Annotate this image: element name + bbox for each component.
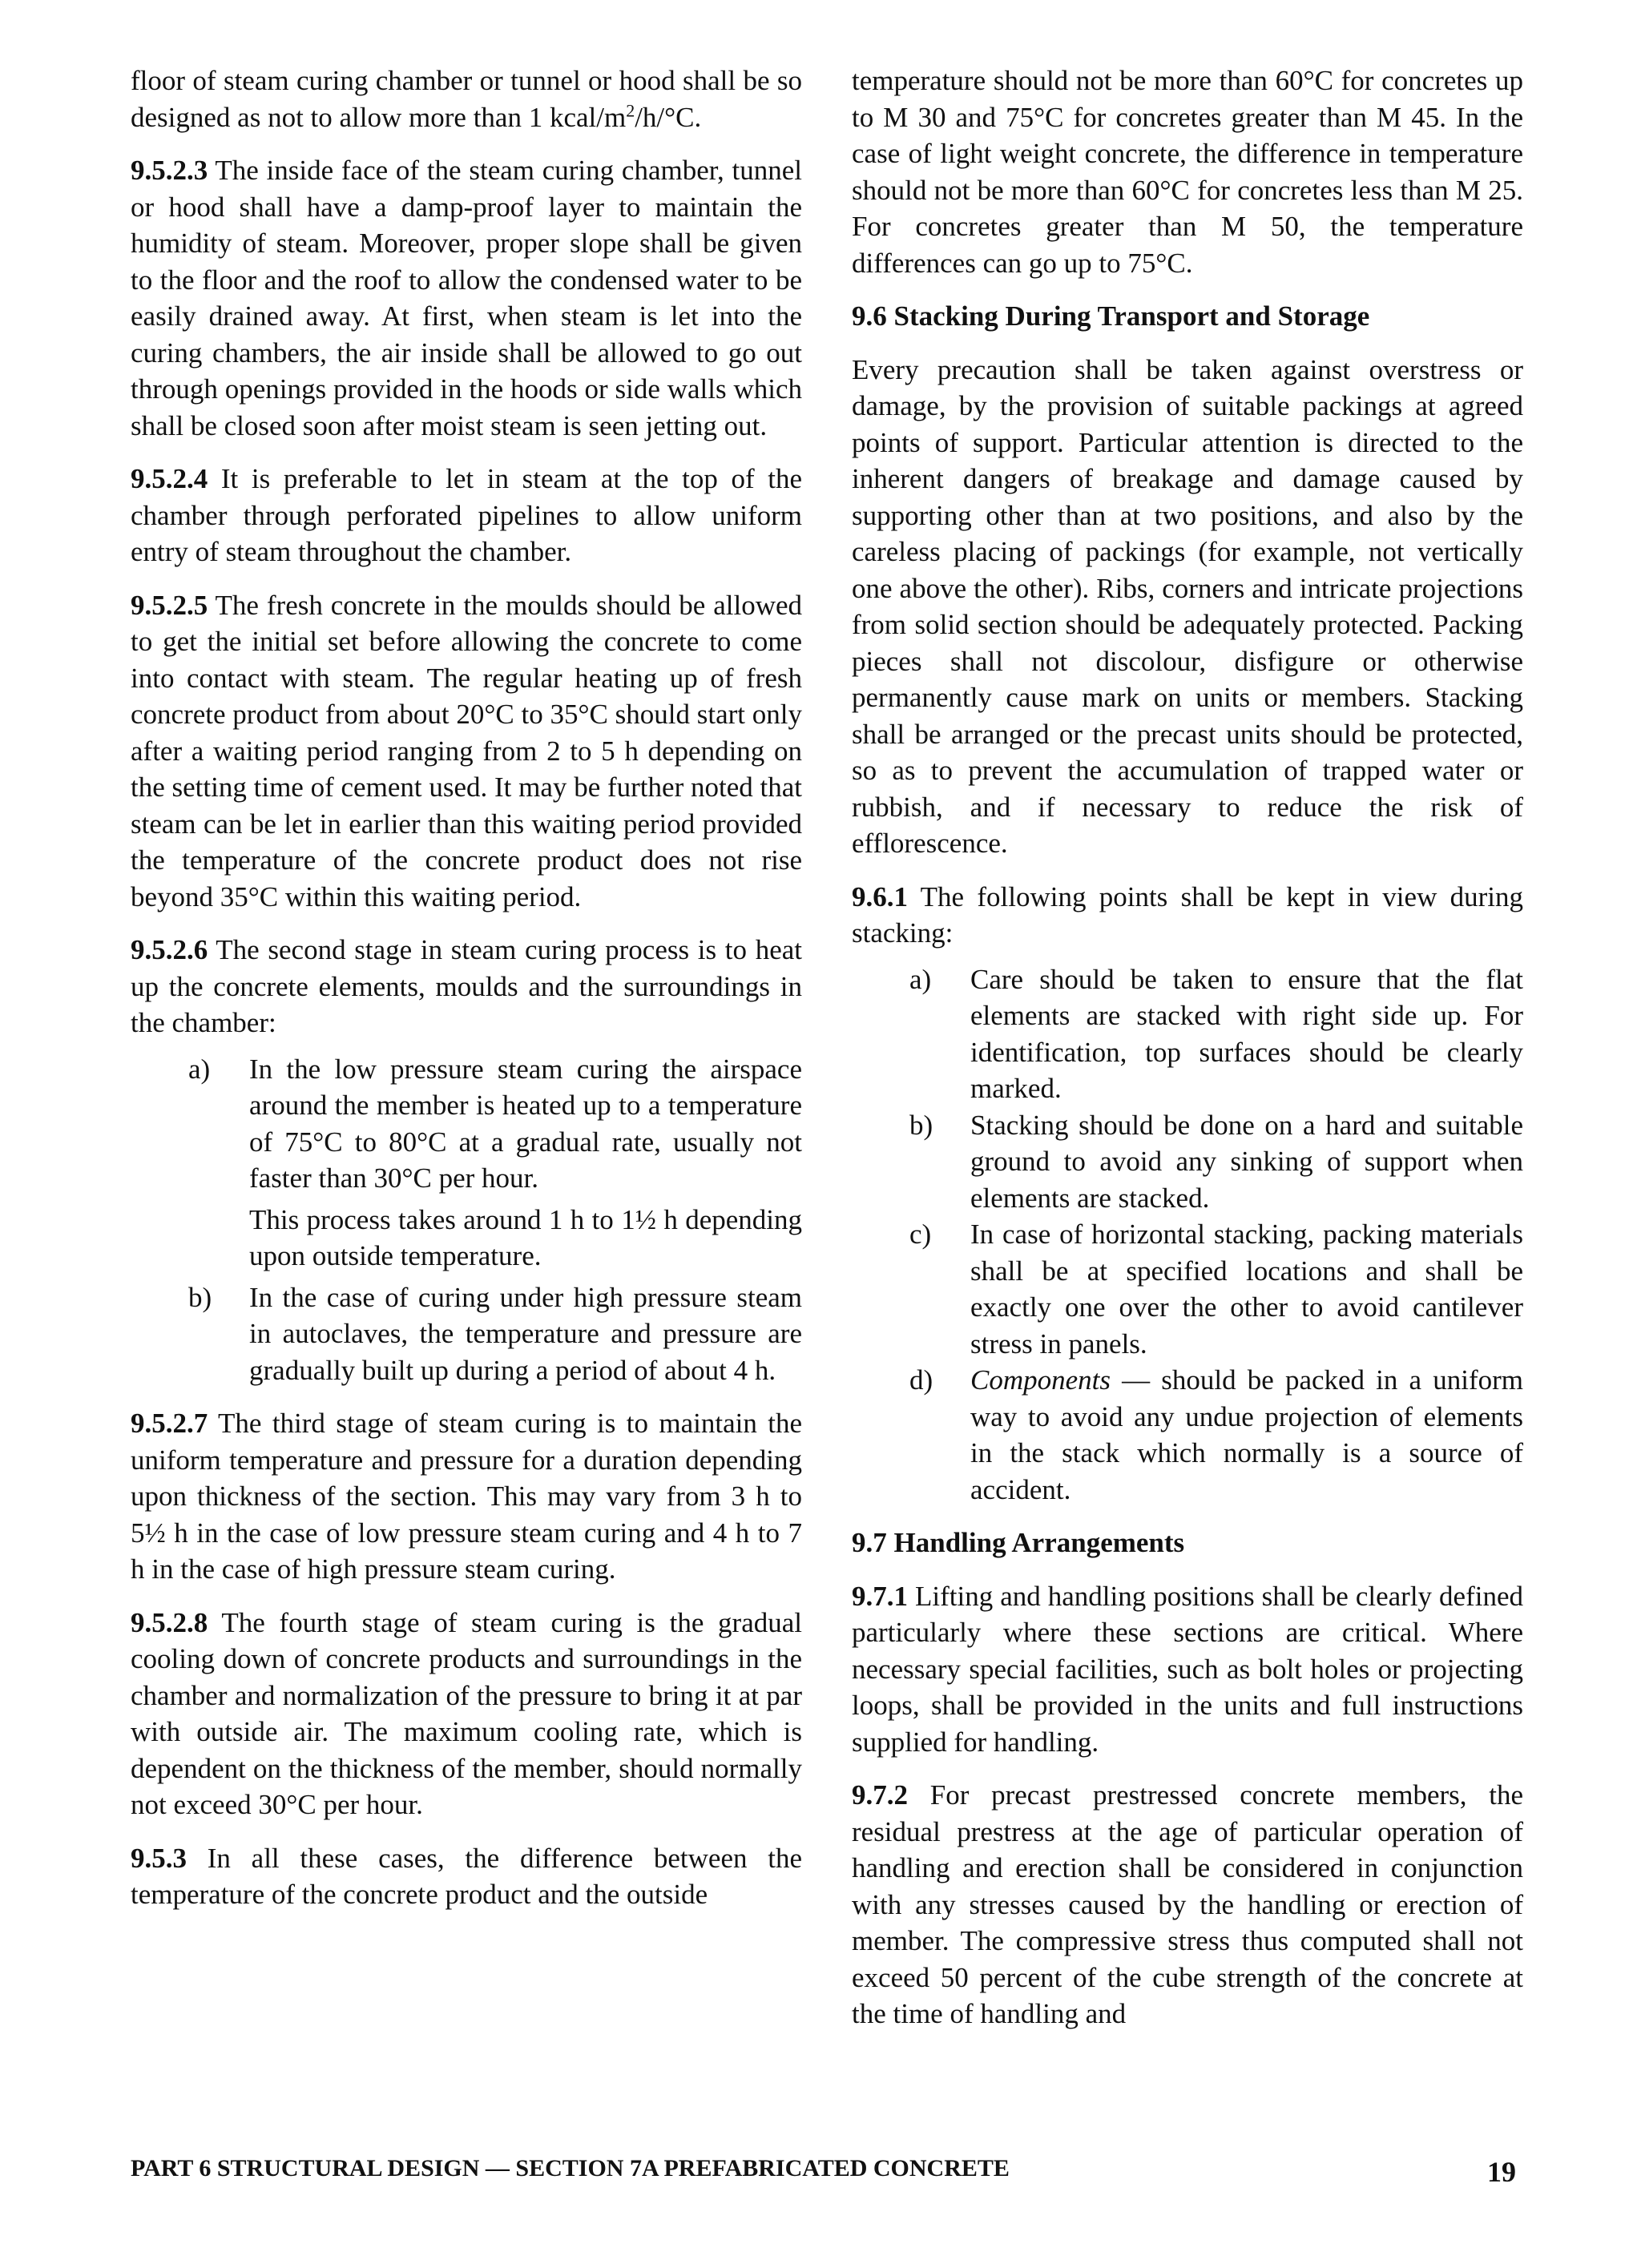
list-item — [909, 1107, 1523, 1217]
clause-text: In all these cases, the difference between the temperature of the concrete product and the outside — [131, 1842, 803, 1910]
superscript: 2 — [626, 99, 635, 120]
list-item — [188, 1279, 802, 1389]
section-heading-9-6: 9.6 Stacking During Transport and Storage — [852, 300, 1370, 332]
clause-9-6-1 — [852, 879, 1523, 952]
clause-number: 9.5.3 — [131, 1842, 187, 1874]
right-column — [852, 62, 1523, 2049]
clause-number: 9.7.2 — [852, 1779, 908, 1811]
list-item — [188, 1051, 802, 1197]
clause-text: The third stage of steam curing is to maintain the uniform temperature and pressure for a duration depending upon thickness of the section. This may vary from 3 h to 5½ h in the case of low pressure steam curing and 4 h to 7 h in the case of high pressure steam curing. — [131, 1408, 802, 1585]
text: floor of steam curing chamber or tunnel or hood shall be so designed as not to allow more than 1 kcal/m — [131, 65, 802, 133]
clause-text: Lifting and handling positions shall be clearly defined particularly where these sections are critical. Where necessary special facilities, such as bolt holes or projecting loops, shall be provided in the units and full instructions supplied for handling. — [852, 1580, 1524, 1758]
clause-9-5-2-6 — [131, 932, 802, 1041]
clause-number: 9.5.2.8 — [131, 1606, 208, 1638]
list-text: In the low pressure steam curing the airspace around the member is heated up to a temperature of 75°C to 80°C at a gradual rate, usually not faster than 30°C per hour. — [249, 1053, 802, 1194]
clause-text: For precast prestressed concrete members, the residual prestress at the age of particular operation of handling and erection shall be considered in conjunction with any stresses caused by the handling or erection of member. The compressive stress thus computed shall not exceed 50 percent of the cube strength of the concrete at the time of handling and — [852, 1779, 1524, 2029]
list-label: a) — [188, 1053, 211, 1085]
list-item — [909, 1362, 1523, 1508]
clause-number: 9.5.2.3 — [131, 155, 208, 186]
clause-9-5-2-4 — [131, 461, 802, 570]
list-text: In the case of curing under high pressure steam in autoclaves, the temperature and pressure are gradually built up during a period of about 4 h. — [249, 1281, 802, 1386]
clause-text: It is preferable to let in steam at the top of the chamber through perforated pipelines to allow uniform entry of steam throughout the chamber. — [131, 463, 802, 567]
continued-paragraph: temperature should not be more than 60°C for concretes up to M 30 and 75°C for concretes greater than M 45. In the case of light weight concrete, the difference in temperature should not be more than 60°C for concretes less than M 25. For concretes greater than M 50, the temperature differences can go up to 75°C. — [852, 65, 1523, 279]
left-column — [131, 62, 802, 1930]
page-footer — [131, 2155, 1516, 2189]
text: /h/°C. — [635, 101, 702, 133]
clause-number: 9.5.2.5 — [131, 589, 208, 621]
list-label: d) — [909, 1364, 933, 1396]
clause-9-7-1 — [852, 1578, 1523, 1761]
list-note: This process takes around 1 h to 1½ h depending upon outside temperature. — [249, 1203, 802, 1271]
list-label: b) — [909, 1109, 933, 1141]
text: — should be packed in a uniform way to avoid any undue projection of elements in the stack which normally is a source of accident. — [970, 1364, 1523, 1505]
list-item — [909, 1216, 1523, 1362]
clause-text: The fresh concrete in the moulds should be allowed to get the initial set before allowing the concrete to come into contact with steam. The regular heating up of fresh concrete product from about 20°C to 35°C should start only after a waiting period ranging from 2 to 5 h depending on the setting time of cement used. It may be further noted that steam can be let in earlier than this waiting period provided the temperature of the concrete product does not rise beyond 35°C within this waiting period. — [131, 589, 803, 912]
clause-number: 9.5.2.6 — [131, 934, 208, 965]
italic-term: Components — [970, 1364, 1111, 1396]
clause-number: 9.6.1 — [852, 880, 908, 912]
list-text: Care should be taken to ensure that the flat elements are stacked with right side up. For identification, top surfaces should be clearly marked. — [970, 963, 1523, 1104]
clause-9-5-3 — [131, 1840, 802, 1913]
clause-text: The second stage in steam curing process is to heat up the concrete elements, moulds and the surroundings in the chamber: — [131, 934, 802, 1038]
clause-9-5-2-7 — [131, 1405, 802, 1588]
clause-text: The following points shall be kept in view during stacking: — [852, 880, 1524, 949]
clause-9-7-2 — [852, 1777, 1523, 2032]
page-number: 19 — [1487, 2156, 1516, 2188]
list-label: c) — [909, 1219, 932, 1250]
list-item — [909, 961, 1523, 1107]
paragraph — [131, 62, 802, 135]
list-9-5-2-6 — [188, 1051, 802, 1389]
clause-9-5-2-5 — [131, 587, 802, 916]
list-text — [970, 1362, 1523, 1508]
paragraph-9-6: Every precaution shall be taken against overstress or damage, by the provision of suitable packings at agreed points of support. Particular attention is directed to the inherent dangers of breakage and damage caused by supporting other than at two positions, and also by the careless placing of packings (for example, not vertically one above the other). Ribs, corners and intricate projections from solid section should be adequately protected. Packing pieces shall not discolour, disfigure or otherwise permanently cause mark on units or members. Stacking shall be arranged or the precast units should be protected, so as to prevent the accumulation of trapped water or rubbish, and if necessary to reduce the risk of efflorescence. — [852, 353, 1523, 859]
clause-number: 9.7.1 — [852, 1580, 908, 1612]
clause-number: 9.5.2.4 — [131, 463, 208, 494]
clause-number: 9.5.2.7 — [131, 1408, 208, 1439]
clause-9-5-2-8 — [131, 1605, 802, 1823]
list-text: Stacking should be done on a hard and suitable ground to avoid any sinking of support when elements are stacked. — [970, 1109, 1523, 1214]
list-label: b) — [188, 1281, 212, 1313]
clause-text: The inside face of the steam curing chamber, tunnel or hood shall have a damp-proof layer to maintain the humidity of steam. Moreover, proper slope shall be given to the floor and the roof to allow the condensed water to be easily drained away. At first, when steam is let into the curing chambers, the air inside shall be allowed to go out through openings provided in the hoods or side walls which shall be closed soon after moist steam is seen jetting out. — [131, 155, 802, 441]
list-label: a) — [909, 963, 932, 995]
clause-text: The fourth stage of steam curing is the gradual cooling down of concrete products and surroundings in the chamber and normalization of the pressure to bring it at par with outside air. The maximum cooling rate, which is dependent on the thickness of the member, should normally not exceed 30°C per hour. — [131, 1606, 802, 1820]
footer-title: PART 6 STRUCTURAL DESIGN — SECTION 7A PREFABRICATED CONCRETE — [131, 2155, 1010, 2181]
list-9-6-1 — [909, 961, 1523, 1509]
section-heading-9-7: 9.7 Handling Arrangements — [852, 1527, 1185, 1558]
list-text: In case of horizontal stacking, packing materials shall be at specified locations and shall be exactly one over the other to avoid cantilever stress in panels. — [970, 1219, 1523, 1360]
clause-9-5-2-3 — [131, 152, 802, 444]
